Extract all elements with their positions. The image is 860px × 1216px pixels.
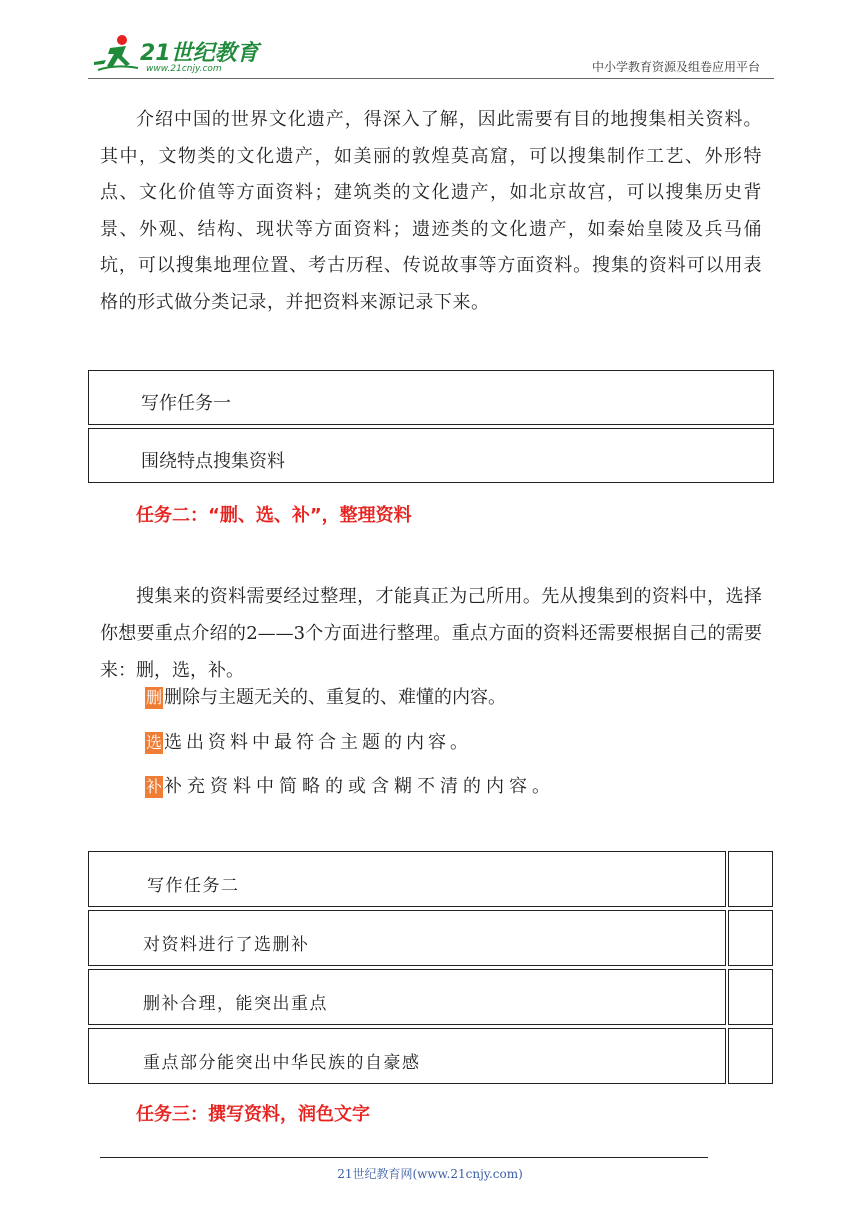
logo-text: 21世纪教育: [140, 41, 259, 66]
task-three-heading: 任务三：撰写资料，润色文字: [136, 1104, 370, 1125]
header-divider: [88, 78, 774, 79]
method-delete: [145, 683, 506, 709]
table-row: [88, 1028, 774, 1084]
table-cell: [88, 851, 726, 907]
method-text: 选出资料中最符合主题的内容。: [164, 732, 473, 753]
table-cell-text: 删补合理，能突出重点: [143, 994, 328, 1014]
score-cell[interactable]: [728, 910, 773, 966]
table-cell-text: 对资料进行了选删补: [143, 935, 310, 955]
table-row: [88, 370, 774, 425]
footer-link[interactable]: 21世纪教育网(www.21cnjy.com): [337, 1167, 523, 1181]
table-cell: [88, 969, 726, 1025]
table-cell: [88, 910, 726, 966]
score-cell[interactable]: [728, 969, 773, 1025]
table-row: [88, 910, 774, 966]
running-figure-logo-icon: [92, 34, 140, 74]
organize-paragraph: 搜集来的资料需要经过整理，才能真正为己所用。先从搜集到的资料中，选择你想要重点介绍的2——3个方面进行整理。重点方面的资料还需要根据自己的需要来：删，选，补。: [100, 586, 762, 681]
table-row: [88, 969, 774, 1025]
method-text: 删除与主题无关的、重复的、难懂的内容。: [164, 687, 507, 708]
intro-paragraph: 介绍中国的世界文化遗产，得深入了解，因此需要有目的地搜集相关资料。其中，文物类的文化遗产，如美丽的敦煌莫高窟，可以搜集制作工艺、外形特点、文化价值等方面资料；建筑类的文化遗产，如北京故宫，可以搜集历史背景、外观、结构、现状等方面资料；遗迹类的文化遗产，如秦始皇陵及兵马俑坑，可以搜集地理位置、考古历程、传说故事等方面资料。搜集的资料可以用表格的形式做分类记录，并把资料来源记录下来。: [100, 109, 762, 313]
method-supplement: [145, 772, 555, 798]
page-header: [88, 28, 774, 80]
score-cell[interactable]: [728, 851, 773, 907]
score-cell[interactable]: [728, 1028, 773, 1084]
supplement-badge: 补: [146, 777, 163, 796]
footer-divider: [100, 1157, 708, 1158]
table-row: [88, 428, 774, 483]
table-row: [88, 851, 774, 907]
platform-title: 中小学教育资源及组卷应用平台: [591, 60, 760, 74]
table-cell: 写作任务一: [141, 393, 231, 414]
table-cell-text: 写作任务二: [147, 876, 240, 896]
table-cell-text: 重点部分能突出中华民族的自豪感: [143, 1053, 421, 1073]
table-cell: 围绕特点搜集资料: [141, 451, 285, 472]
method-select: [145, 728, 472, 754]
site-logo[interactable]: [88, 28, 258, 76]
method-text: 补充资料中简略的或含糊不清的内容。: [164, 776, 556, 797]
logo-url: www.21cnjy.com: [146, 64, 222, 74]
table-cell: [88, 1028, 726, 1084]
task-two-heading: 任务二：“删、选、补”，整理资料: [136, 505, 412, 526]
writing-task-two-table: [88, 851, 774, 1087]
writing-task-one-table: [88, 370, 774, 486]
delete-badge: 删: [146, 688, 163, 707]
select-badge: 选: [146, 733, 163, 752]
